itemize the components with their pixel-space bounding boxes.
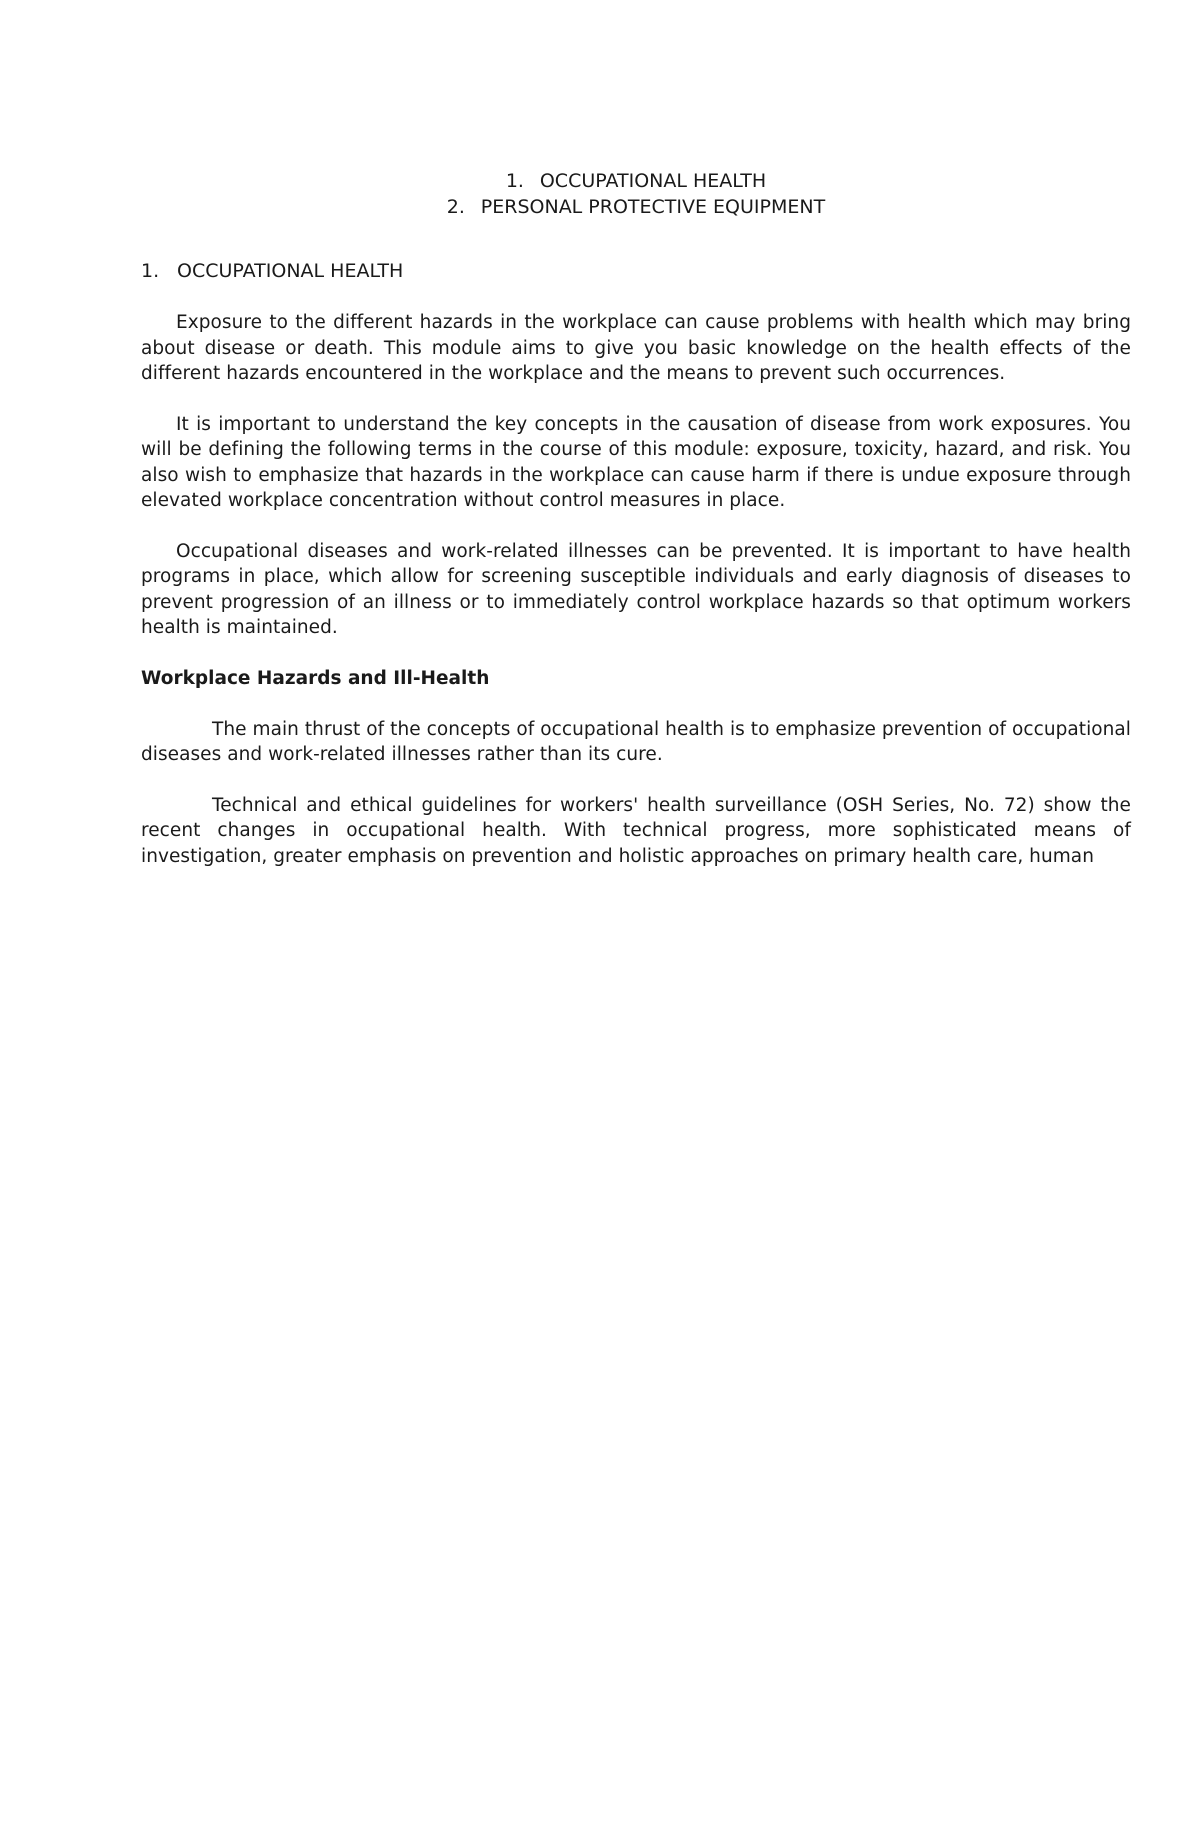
title-list-item <box>141 194 1131 220</box>
section-number: 1. <box>141 260 160 282</box>
body-paragraph: Exposure to the different hazards in the workplace can cause problems with health which may bring about disease or death. This module aims to give you basic knowledge on the health effects of the different hazards encountered in the workplace and the means to prevent such occurrences. <box>141 312 1131 384</box>
section-title: OCCUPATIONAL HEALTH <box>177 260 404 282</box>
title-list-text: OCCUPATIONAL HEALTH <box>539 170 767 192</box>
document-content <box>141 168 1131 894</box>
section-heading <box>141 258 1131 284</box>
title-list-item <box>141 168 1131 194</box>
title-list-number: 2. <box>446 196 465 218</box>
body-paragraph: It is important to understand the key concepts in the causation of disease from work exposures. You will be defining the following terms in the course of this module: exposure, toxicity, hazard, and risk. You also wish to emphasize that hazards in the workplace can cause harm if there is undue exposure through elevated workplace concentration without control measures in place. <box>141 413 1131 511</box>
subsection-heading: Workplace Hazards and Ill-Health <box>141 667 490 689</box>
body-paragraph: Occupational diseases and work-related illnesses can be prevented. It is important to have health programs in place, which allow for screening susceptible individuals and early diagnosis of diseases to prevent progression of an illness or to immediately control workplace hazards so that optimum workers health is maintained. <box>141 540 1131 638</box>
title-list <box>141 168 1131 220</box>
title-list-text: PERSONAL PROTECTIVE EQUIPMENT <box>480 196 826 218</box>
title-list-number: 1. <box>505 170 524 192</box>
body-paragraph: Technical and ethical guidelines for workers' health surveillance (OSH Series, No. 72) show the recent changes in occupational health. With technical progress, more sophisticated means of investigation, greater emphasis on prevention and holistic approaches on primary health care, human <box>141 794 1131 867</box>
body-paragraph: The main thrust of the concepts of occupational health is to emphasize prevention of occupational diseases and work-related illnesses rather than its cure. <box>141 718 1131 765</box>
